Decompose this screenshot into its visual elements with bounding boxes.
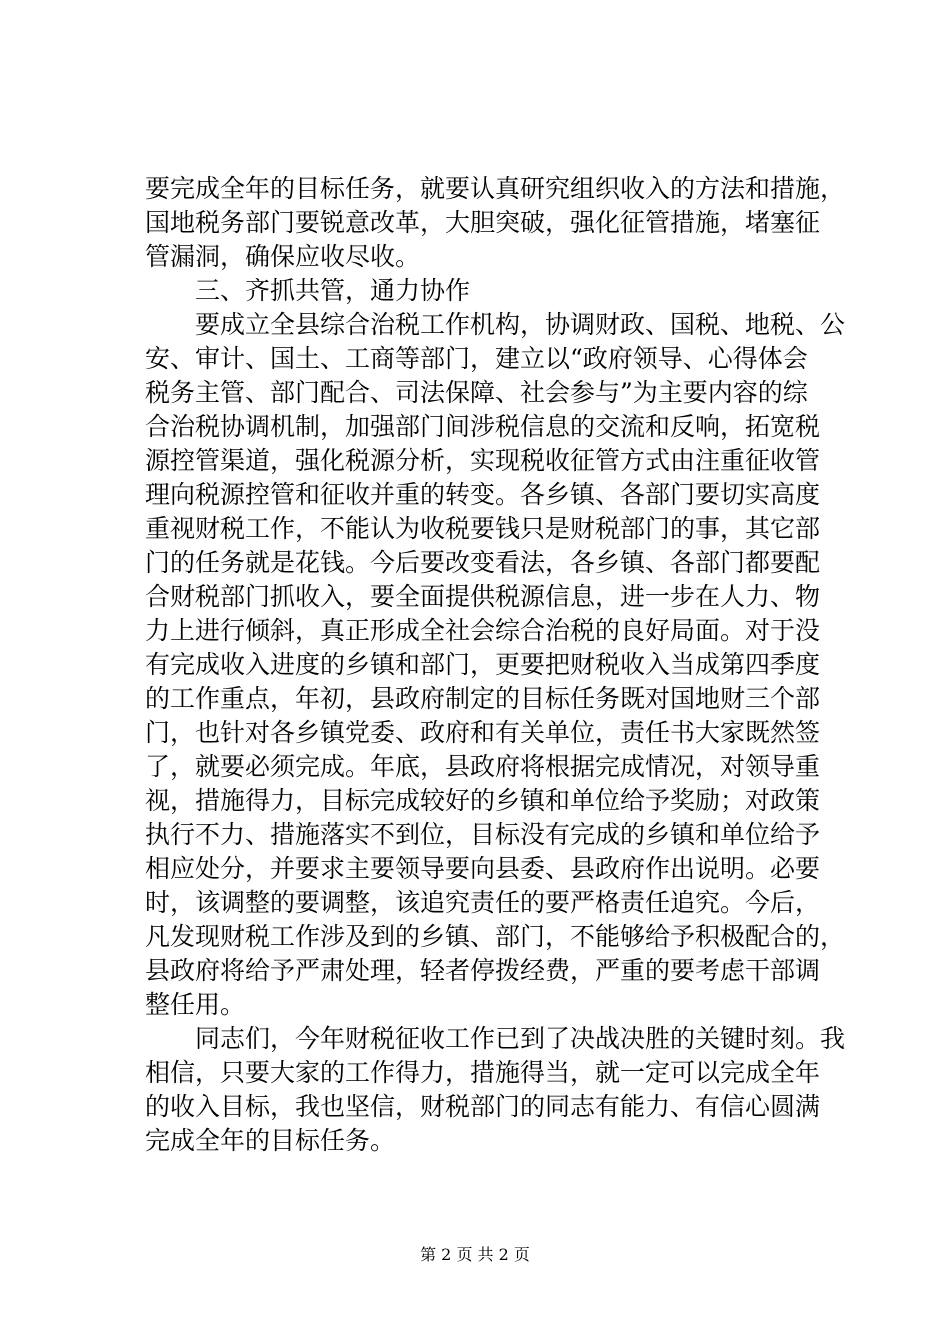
text-line: 门，也针对各乡镇党委、政府和有关单位，责任书大家既然签 — [145, 718, 821, 747]
text-line: 完成全年的目标任务。 — [145, 1126, 396, 1155]
text-line: 时，该调整的要调整，该追究责任的要严格责任追究。今后， — [145, 888, 821, 917]
page-footer — [0, 1243, 950, 1267]
text-line: 了，就要必须完成。年底，县政府将根据完成情况，对领导重 — [145, 752, 821, 781]
text-line: 管漏洞，确保应收尽收。 — [145, 242, 421, 271]
section-heading: 三、齐抓共管，通力协作 — [145, 276, 471, 305]
text-line: 的收入目标，我也坚信，财税部门的同志有能力、有信心圆满 — [145, 1092, 821, 1121]
text-line: 同志们，今年财税征收工作已到了决战决胜的关键时刻。我 — [145, 1024, 846, 1053]
text-line: 凡发现财税工作涉及到的乡镇、部门，不能够给予积极配合的， — [145, 922, 846, 951]
text-line: 国地税务部门要锐意改革，大胆突破，强化征管措施，堵塞征 — [145, 208, 821, 237]
page-number: 第 2 页 共 2 页 — [420, 1245, 530, 1264]
text-line: 税务主管、部门配合、司法保障、社会参与”为主要内容的综 — [145, 378, 808, 407]
text-line: 力上进行倾斜，真正形成全社会综合治税的良好局面。对于没 — [145, 616, 821, 645]
text-line: 合治税协调机制，加强部门间涉税信息的交流和反响，拓宽税 — [145, 412, 821, 441]
text-line: 相应处分，并要求主要领导要向县委、县政府作出说明。必要 — [145, 854, 821, 883]
text-line: 门的任务就是花钱。今后要改变看法，各乡镇、各部门都要配 — [145, 548, 821, 577]
text-line: 有完成收入进度的乡镇和部门，更要把财税收入当成第四季度 — [145, 650, 821, 679]
text-line: 整任用。 — [145, 990, 246, 1019]
text-line: 相信，只要大家的工作得力，措施得当，就一定可以完成全年 — [145, 1058, 821, 1087]
text-line: 理向税源控管和征收并重的转变。各乡镇、各部门要切实高度 — [145, 480, 821, 509]
body-text — [145, 172, 846, 1158]
text-line: 源控管渠道，强化税源分析，实现税收征管方式由注重征收管 — [145, 446, 821, 475]
text-line: 重视财税工作，不能认为收税要钱只是财税部门的事，其它部 — [145, 514, 821, 543]
text-line: 安、审计、国土、工商等部门，建立以“政府领导、心得体会 — [145, 344, 808, 373]
text-line: 执行不力、措施落实不到位，目标没有完成的乡镇和单位给予 — [145, 820, 821, 849]
text-line: 县政府将给予严肃处理，轻者停拨经费，严重的要考虑干部调 — [145, 956, 821, 985]
text-line: 的工作重点，年初，县政府制定的目标任务既对国地财三个部 — [145, 684, 821, 713]
text-line: 视，措施得力，目标完成较好的乡镇和单位给予奖励；对政策 — [145, 786, 821, 815]
text-line: 要成立全县综合治税工作机构，协调财政、国税、地税、公 — [145, 310, 846, 339]
text-line: 合财税部门抓收入，要全面提供税源信息，进一步在人力、物 — [145, 582, 821, 611]
text-line: 要完成全年的目标任务，就要认真研究组织收入的方法和措施， — [145, 174, 846, 203]
